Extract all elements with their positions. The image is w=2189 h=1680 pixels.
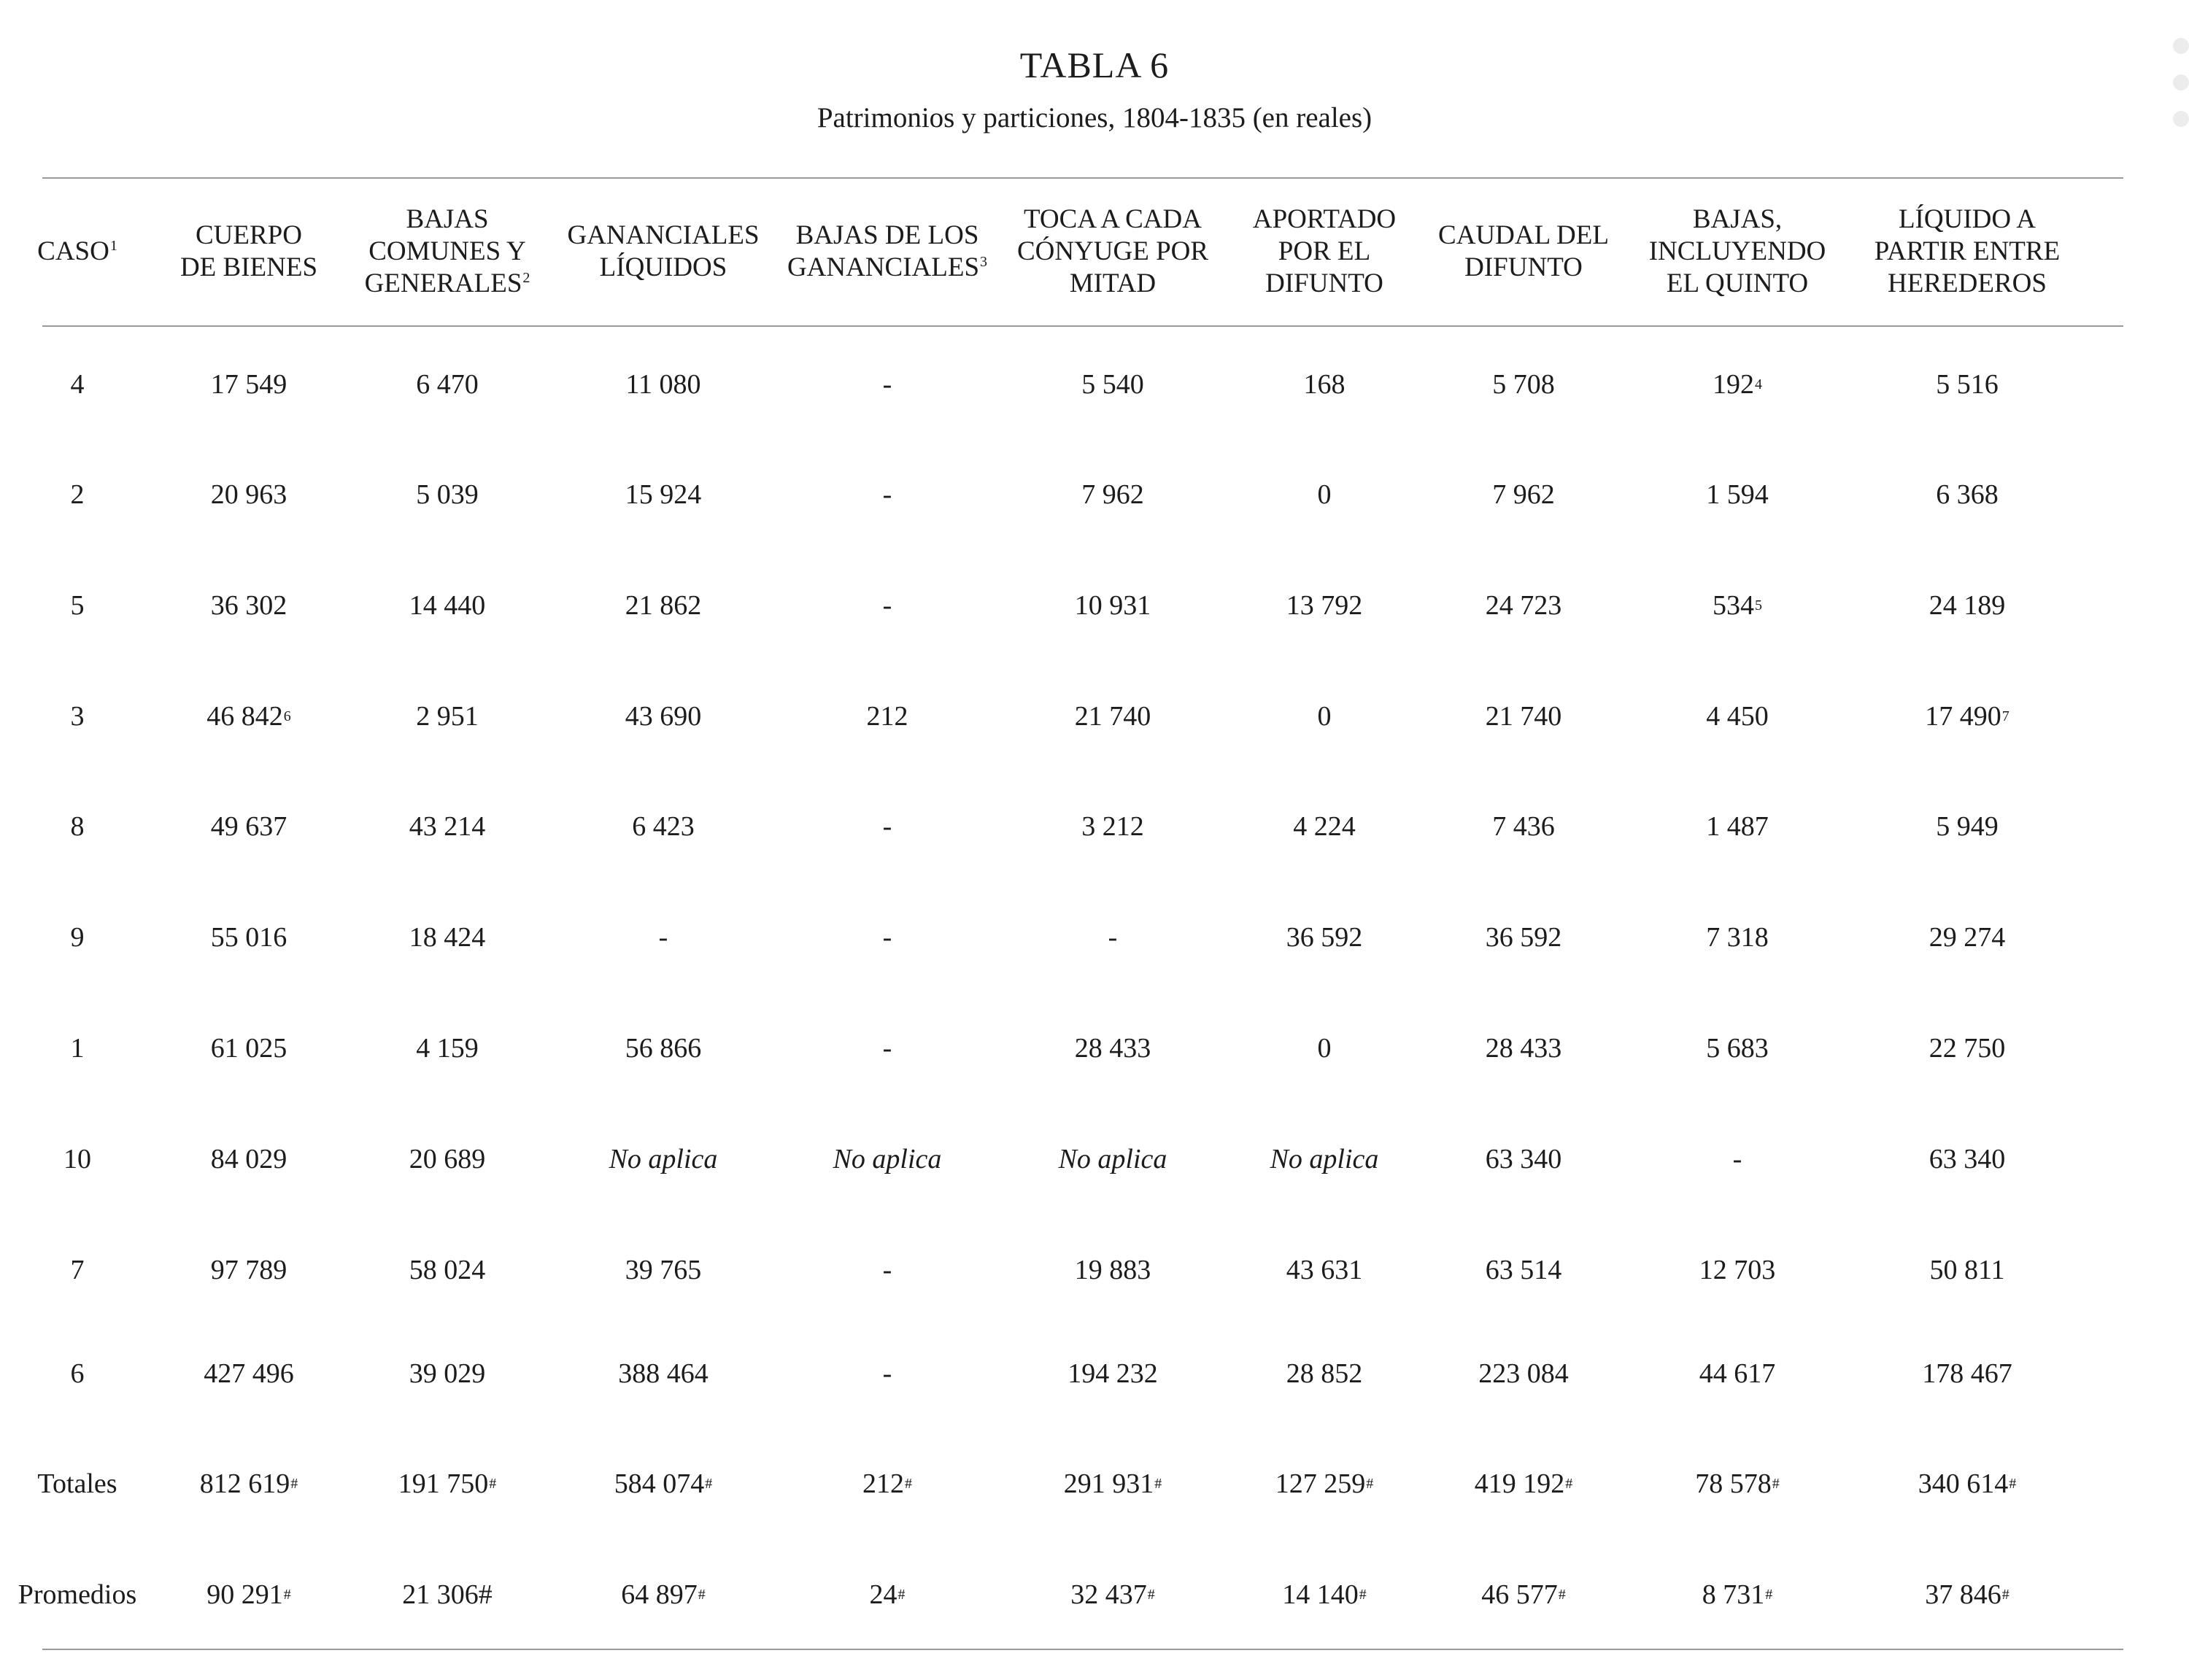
table-cell: [150, 790, 347, 863]
cell-value: 4: [70, 369, 85, 400]
table-cell: [1003, 1012, 1222, 1085]
cell-value: 49 637: [210, 811, 287, 842]
cell-value: 4 450: [1706, 701, 1769, 732]
table-cell: [349, 1234, 546, 1307]
table-cell: 90 291 #: [206, 1579, 291, 1610]
cell-value: 63 340: [1929, 1144, 2006, 1174]
cell-value: 39 765: [625, 1255, 702, 1285]
table-cell: [1858, 901, 2077, 974]
cell-value: -: [882, 811, 892, 842]
table-cell: [1639, 901, 1836, 974]
table-cell: [1858, 1337, 2077, 1410]
table-cell: [1233, 1123, 1416, 1196]
table-cell: 14 140 #: [1282, 1579, 1367, 1610]
table-row: [18, 1558, 2123, 1631]
cell-value: 5 949: [1936, 811, 1999, 842]
table-cell: [150, 458, 347, 531]
cell-value: 17 490: [1925, 701, 2001, 732]
table-cell: [1233, 458, 1416, 531]
cell-value: 212: [866, 701, 908, 732]
table-cell: [1858, 458, 2077, 531]
cell-value: 5 708: [1492, 369, 1555, 400]
table-cell: [349, 680, 546, 753]
table-cell: 419 192 #: [1474, 1468, 1573, 1499]
table-cell: 8 731 #: [1702, 1579, 1773, 1610]
table-cell: 37 846 #: [1925, 1579, 2010, 1610]
table-cell: [1233, 348, 1416, 421]
table-cell: [1858, 348, 2077, 421]
footnote-marker: 2: [522, 269, 530, 286]
row-label-cell: [4, 1123, 150, 1196]
table-cell: [349, 458, 546, 531]
cell-value: 178 467: [1922, 1358, 2012, 1389]
cell-value: 63 340: [1485, 1144, 1562, 1174]
table-cell: 534 5: [1713, 590, 1762, 621]
table-cell: 340 614 #: [1918, 1468, 2017, 1499]
cell-value: 84 029: [210, 1144, 287, 1174]
table-cell: 584 074 #: [614, 1468, 713, 1499]
table-cell: [557, 790, 769, 863]
table-cell: [778, 1123, 997, 1196]
table-cell: 78 578 #: [1695, 1468, 1780, 1499]
table-cell: [778, 458, 997, 531]
cell-value: 6 423: [632, 811, 695, 842]
table-cell: [349, 1558, 546, 1631]
cell-value: 14 440: [409, 590, 486, 621]
cell-value: 194 232: [1068, 1358, 1158, 1389]
column-header-label: APORTADO POR EL DIFUNTO: [1252, 204, 1397, 298]
table-cell: 812 619 #: [199, 1468, 298, 1499]
table-cell: [1432, 1012, 1615, 1085]
cell-value: 43 631: [1286, 1255, 1363, 1285]
table-cell: [150, 569, 347, 642]
cell-value: -: [882, 479, 892, 510]
table-cell: [349, 1012, 546, 1085]
cell-value: 63 514: [1485, 1255, 1562, 1285]
column-header-label: CASO$^1$: [37, 236, 117, 266]
row-label-cell: [4, 1558, 150, 1631]
cell-value: 5 516: [1936, 369, 1999, 400]
cell-value: 5: [70, 590, 85, 621]
cell-value: 6 470: [416, 369, 479, 400]
cell-value: -: [882, 1033, 892, 1064]
table-cell: [349, 1337, 546, 1410]
cell-value: 4 159: [416, 1033, 479, 1064]
cell-value: 21 862: [625, 590, 702, 621]
table-cell: 24 #: [869, 1579, 906, 1610]
table-cell: [150, 1123, 347, 1196]
table-cell: [778, 680, 997, 753]
table-cell: [349, 790, 546, 863]
table-cell: [349, 348, 546, 421]
cell-value: 24: [869, 1579, 897, 1610]
cell-value: 2 951: [416, 701, 479, 732]
cell-value: 29 274: [1929, 922, 2006, 953]
column-header-label: GANANCIALES LÍQUIDOS: [567, 220, 760, 282]
cell-value: 291 931: [1063, 1468, 1154, 1499]
cell-value: 8 731: [1702, 1579, 1765, 1610]
cell-value: -: [1108, 922, 1118, 953]
table-cell: [1639, 1234, 1836, 1307]
table-cell: [1233, 1337, 1416, 1410]
table-cell: 46 842 6: [206, 701, 291, 732]
row-label-cell: [4, 901, 150, 974]
table-row: [42, 1012, 2123, 1085]
cell-value: Totales: [37, 1468, 117, 1499]
table-cell: [557, 348, 769, 421]
table-cell: 291 931 #: [1063, 1468, 1162, 1499]
cell-value: 534: [1713, 590, 1754, 621]
cell-value: 0: [1317, 479, 1332, 510]
cell-value: 36 592: [1485, 922, 1562, 953]
cell-value: 0: [1317, 701, 1332, 732]
table-subtitle: Patrimonios y particiones, 1804-1835 (en reales): [816, 102, 1373, 133]
table-row: [42, 1234, 2123, 1307]
row-label-cell: [4, 1337, 150, 1410]
cell-value: 7 436: [1492, 811, 1555, 842]
table-cell: [1639, 1123, 1836, 1196]
cell-value: No aplica: [1058, 1144, 1167, 1174]
table-cell: [557, 1123, 769, 1196]
table-cell: [557, 569, 769, 642]
table-cell: [1432, 901, 1615, 974]
table-cell: [778, 1012, 997, 1085]
row-label-cell: [4, 790, 150, 863]
cell-value: -: [882, 590, 892, 621]
cell-value: 56 866: [625, 1033, 702, 1064]
table-cell: [1233, 569, 1416, 642]
table-cell: [1432, 569, 1615, 642]
table-row: [42, 1123, 2123, 1196]
row-label-cell: [4, 1234, 150, 1307]
cell-value: 168: [1303, 369, 1346, 400]
cell-value: 46 577: [1481, 1579, 1558, 1610]
column-header-label: TOCA A CADA CÓNYUGE POR MITAD: [1016, 204, 1209, 298]
cell-value: 8: [70, 811, 85, 842]
row-label-cell: [4, 680, 150, 753]
cell-value: 427 496: [204, 1358, 294, 1389]
cell-value: 78 578: [1695, 1468, 1772, 1499]
table-cell: 191 750 #: [398, 1468, 497, 1499]
cell-value: -: [882, 1358, 892, 1389]
cell-value: 44 617: [1699, 1358, 1776, 1389]
row-label-cell: [4, 569, 150, 642]
cell-value: 97 789: [210, 1255, 287, 1285]
cell-value: 9: [70, 922, 85, 953]
cell-value: 1: [70, 1033, 85, 1064]
cell-value: 19 883: [1074, 1255, 1151, 1285]
table-cell: [1639, 1012, 1836, 1085]
cell-value: 2: [70, 479, 85, 510]
cell-value: 0: [1317, 1033, 1332, 1064]
edge-dot: [2173, 74, 2189, 90]
table-cell: [1233, 1012, 1416, 1085]
table-cell: [1858, 569, 2077, 642]
table-cell: [150, 1234, 347, 1307]
cell-value: 14 140: [1282, 1579, 1359, 1610]
table-row: [42, 348, 2123, 421]
table-row: [42, 1337, 2123, 1410]
table-cell: [557, 680, 769, 753]
cell-value: 24 723: [1485, 590, 1562, 621]
cell-value: 3 212: [1081, 811, 1144, 842]
table-cell: [1233, 790, 1416, 863]
cell-value: 4 224: [1293, 811, 1356, 842]
cell-value: 21 740: [1074, 701, 1151, 732]
cell-value: 191 750: [398, 1468, 489, 1499]
cell-value: 10: [63, 1144, 91, 1174]
table-cell: [1432, 790, 1615, 863]
column-header-label: BAJAS, INCLUYENDO EL QUINTO: [1648, 204, 1826, 298]
table-cell: [1233, 901, 1416, 974]
edge-dot: [2173, 38, 2189, 54]
cell-value: 21 306#: [402, 1579, 493, 1610]
cell-value: -: [882, 922, 892, 953]
cell-value: 127 259: [1275, 1468, 1366, 1499]
table-cell: [1858, 1234, 2077, 1307]
table-cell: [557, 458, 769, 531]
cell-value: 11 080: [625, 369, 701, 400]
table-cell: 32 437 #: [1070, 1579, 1155, 1610]
table-row: [42, 458, 2123, 531]
cell-value: 43 690: [625, 701, 702, 732]
table-cell: [1432, 458, 1615, 531]
cell-value: 584 074: [614, 1468, 705, 1499]
column-header-label: BAJAS COMUNES Y GENERALES$^2$: [364, 204, 530, 298]
cell-value: 46 842: [206, 701, 283, 732]
cell-value: 7: [70, 1255, 85, 1285]
cell-value: 7 318: [1706, 922, 1769, 953]
table-cell: [1639, 1337, 1836, 1410]
table-cell: [778, 790, 997, 863]
table-cell: [557, 1012, 769, 1085]
cell-value: 6 368: [1936, 479, 1999, 510]
table-cell: [1003, 1123, 1222, 1196]
table-body: [18, 0, 2123, 1680]
cell-value: 20 963: [210, 479, 287, 510]
cell-value: 10 931: [1074, 590, 1151, 621]
table-cell: 127 259 #: [1275, 1468, 1374, 1499]
table-cell: [557, 901, 769, 974]
table-cell: [1233, 1234, 1416, 1307]
table-cell: [1858, 790, 2077, 863]
cell-value: Promedios: [18, 1579, 137, 1610]
cell-value: -: [658, 922, 668, 953]
cell-value: 7 962: [1492, 479, 1555, 510]
footnote-marker: 3: [980, 253, 988, 270]
table-cell: [1639, 680, 1836, 753]
cell-value: 388 464: [618, 1358, 709, 1389]
column-header-label: CAUDAL DEL DIFUNTO: [1438, 220, 1609, 282]
table-row: [42, 569, 2123, 642]
cell-value: 1 487: [1706, 811, 1769, 842]
cell-value: No aplica: [833, 1144, 942, 1174]
cell-value: 812 619: [199, 1468, 290, 1499]
column-header-label: CUERPO DE BIENES: [179, 220, 318, 282]
row-label-cell: [4, 348, 150, 421]
table-cell: [778, 1337, 997, 1410]
cell-value: 212: [862, 1468, 904, 1499]
table-cell: [778, 348, 997, 421]
cell-value: 58 024: [409, 1255, 486, 1285]
cell-value: 64 897: [621, 1579, 698, 1610]
cell-value: 12 703: [1699, 1255, 1776, 1285]
table-row: [42, 680, 2123, 753]
cell-value: 37 846: [1925, 1579, 2001, 1610]
table-cell: [778, 569, 997, 642]
table-cell: [1639, 458, 1836, 531]
cell-value: 3: [70, 701, 85, 732]
cell-value: 6: [70, 1358, 85, 1389]
cell-value: -: [1732, 1144, 1742, 1174]
table-cell: [1233, 680, 1416, 753]
table-cell: [1003, 901, 1222, 974]
table-cell: [1003, 1337, 1222, 1410]
row-label-cell: [4, 458, 150, 531]
table-cell: [1858, 1123, 2077, 1196]
cell-value: 21 740: [1485, 701, 1562, 732]
edge-dot: [2173, 111, 2189, 127]
cell-value: 340 614: [1918, 1468, 2009, 1499]
table-cell: [1639, 790, 1836, 863]
table-cell: [1003, 790, 1222, 863]
table-cell: [349, 569, 546, 642]
table-cell: [1432, 680, 1615, 753]
row-label-cell: [4, 1447, 150, 1520]
table-cell: [150, 901, 347, 974]
table-cell: [557, 1337, 769, 1410]
bottom-rule: [42, 1649, 2123, 1650]
column-header-label: BAJAS DE LOS GANANCIALES$^3$: [787, 220, 988, 282]
table-cell: 46 577 #: [1481, 1579, 1566, 1610]
cell-value: 419 192: [1474, 1468, 1565, 1499]
table-cell: [150, 1012, 347, 1085]
cell-value: 28 433: [1485, 1033, 1562, 1064]
table-cell: [557, 1234, 769, 1307]
cell-value: 28 852: [1286, 1358, 1363, 1389]
cell-value: 192: [1713, 369, 1754, 400]
cell-value: No aplica: [609, 1144, 718, 1174]
cell-value: 5 683: [1706, 1033, 1769, 1064]
table-row: [42, 901, 2123, 974]
cell-value: 32 437: [1070, 1579, 1147, 1610]
cell-value: 24 189: [1929, 590, 2006, 621]
cell-value: 5 039: [416, 479, 479, 510]
table-cell: [1858, 1012, 2077, 1085]
cell-value: 90 291: [206, 1579, 283, 1610]
cell-value: 18 424: [409, 922, 486, 953]
table-cell: 192 4: [1713, 369, 1762, 400]
cell-value: 20 689: [409, 1144, 486, 1174]
cell-value: -: [882, 1255, 892, 1285]
table-cell: [1432, 348, 1615, 421]
cell-value: 43 214: [409, 811, 486, 842]
table-cell: [1432, 1337, 1615, 1410]
table-cell: [150, 1337, 347, 1410]
cell-value: 223 084: [1478, 1358, 1569, 1389]
table-cell: [349, 901, 546, 974]
table-row: [37, 1447, 2123, 1520]
cell-value: 36 302: [210, 590, 287, 621]
cell-value: 55 016: [210, 922, 287, 953]
table-title: TABLA 6: [1019, 44, 1170, 85]
cell-value: 36 592: [1286, 922, 1363, 953]
table-cell: [1003, 680, 1222, 753]
footnote-marker: 1: [109, 237, 117, 254]
cell-value: 17 549: [210, 369, 287, 400]
cell-value: 50 811: [1929, 1255, 2005, 1285]
cell-value: 39 029: [409, 1358, 486, 1389]
cell-value: 5 540: [1081, 369, 1144, 400]
table-cell: [1003, 1234, 1222, 1307]
table-cell: [778, 901, 997, 974]
table-cell: [1432, 1123, 1615, 1196]
table-cell: [778, 1234, 997, 1307]
cell-value: 7 962: [1081, 479, 1144, 510]
cell-value: 61 025: [210, 1033, 287, 1064]
table-cell: [1003, 348, 1222, 421]
column-header-label: LÍQUIDO A PARTIR ENTRE HEREDEROS: [1874, 204, 2061, 298]
cell-value: 1 594: [1706, 479, 1769, 510]
cell-value: No aplica: [1270, 1144, 1379, 1174]
cell-value: -: [882, 369, 892, 400]
table-row: [42, 790, 2123, 863]
table-cell: [1003, 569, 1222, 642]
table-cell: [1003, 458, 1222, 531]
table-cell: [1432, 1234, 1615, 1307]
table-cell: 64 897 #: [621, 1579, 706, 1610]
row-label-cell: [4, 1012, 150, 1085]
cell-value: 22 750: [1929, 1033, 2006, 1064]
cell-value: 28 433: [1074, 1033, 1151, 1064]
cell-value: 15 924: [625, 479, 702, 510]
table-cell: [150, 348, 347, 421]
table-cell: 17 490 7: [1925, 701, 2010, 732]
table-cell: 212 #: [862, 1468, 912, 1499]
cell-value: 13 792: [1286, 590, 1363, 621]
table-cell: [349, 1123, 546, 1196]
